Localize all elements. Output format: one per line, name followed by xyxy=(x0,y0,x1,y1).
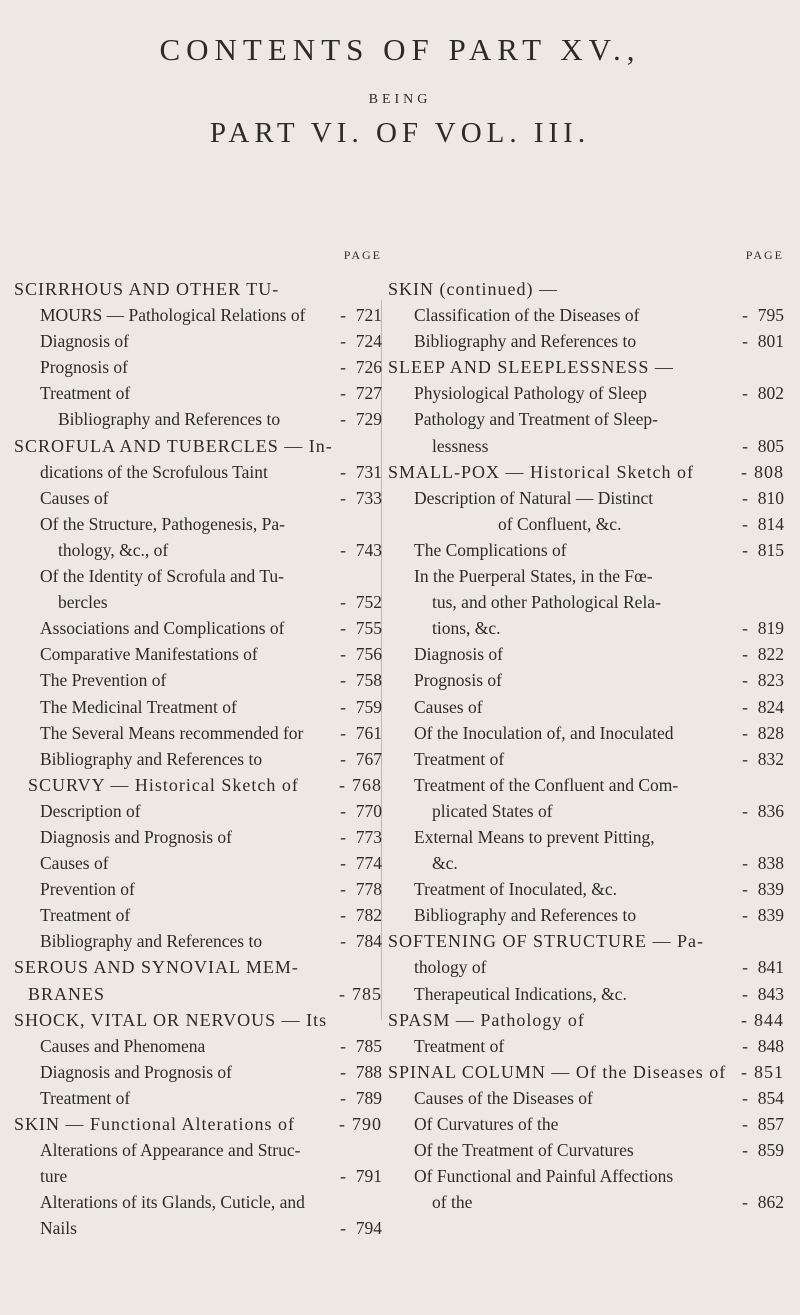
entry-title: Diagnosis of xyxy=(40,331,129,352)
toc-entry xyxy=(388,537,784,563)
left-entries xyxy=(14,276,382,1241)
toc-entry xyxy=(14,1059,382,1085)
leader-dash: - xyxy=(742,383,748,404)
page-number: 743 xyxy=(355,539,382,560)
page-number: 795 xyxy=(757,305,784,326)
leader-dash: - xyxy=(742,1140,748,1161)
leader-dash: - xyxy=(340,826,346,847)
page-number: 848 xyxy=(757,1035,784,1056)
toc-entry xyxy=(14,902,382,928)
toc-entry xyxy=(14,1033,382,1059)
leader-dash: - xyxy=(742,539,748,560)
toc-entry xyxy=(388,1059,784,1085)
page-number: 824 xyxy=(757,696,784,717)
toc-entry xyxy=(14,615,382,641)
right-column xyxy=(388,248,784,1215)
page-number: 770 xyxy=(355,800,382,821)
entry-title: Bibliography and References to xyxy=(414,331,637,352)
leader-dash: - xyxy=(742,1192,748,1213)
toc-entry xyxy=(388,485,784,511)
page-number: 721 xyxy=(355,305,382,326)
toc-entry xyxy=(388,563,784,589)
toc-entry xyxy=(388,850,784,876)
entry-title: SLEEP AND SLEEPLESSNESS — xyxy=(388,357,674,378)
toc-entry xyxy=(14,1215,382,1241)
entry-title: External Means to prevent Pitting, xyxy=(414,826,655,847)
page-number: 752 xyxy=(355,592,382,613)
toc-entry xyxy=(14,328,382,354)
leader-dash: - xyxy=(340,696,346,717)
toc-entry xyxy=(388,406,784,432)
entry-title: Treatment of xyxy=(40,905,131,926)
entry-title: of Confluent, &c. xyxy=(498,513,622,534)
entry-title: Diagnosis and Prognosis of xyxy=(40,1061,233,1082)
entry-title: Treatment of xyxy=(414,1035,505,1056)
page-number: 841 xyxy=(757,957,784,978)
entry-title: SCURVY — Historical Sketch of xyxy=(28,774,299,795)
entry-title: thology, &c., of xyxy=(58,539,169,560)
leader-dash: - xyxy=(742,513,748,534)
entry-title: Causes of xyxy=(40,853,109,874)
toc-entry xyxy=(14,563,382,589)
toc-entry xyxy=(14,589,382,615)
page-number: 788 xyxy=(355,1061,382,1082)
leader-dash: - xyxy=(742,1087,748,1108)
toc-entry xyxy=(14,1085,382,1111)
page-number: 805 xyxy=(757,435,784,456)
page-number: 851 xyxy=(754,1061,784,1082)
page-number: 859 xyxy=(757,1140,784,1161)
page-number: 839 xyxy=(757,905,784,926)
entry-title: &c. xyxy=(432,853,458,874)
entry-title: tions, &c. xyxy=(432,618,501,639)
part-title: PART VI. OF VOL. III. xyxy=(209,117,591,149)
toc-entry xyxy=(14,850,382,876)
entry-title: SOFTENING OF STRUCTURE — Pa- xyxy=(388,931,705,952)
toc-entry xyxy=(14,1111,382,1137)
entry-title: Treatment of the Confluent and Com- xyxy=(414,774,679,795)
right-entries xyxy=(388,276,784,1215)
page-number: 782 xyxy=(355,905,382,926)
leader-dash: - xyxy=(340,331,346,352)
leader-dash: - xyxy=(742,618,748,639)
leader-dash: - xyxy=(742,800,748,821)
leader-dash: - xyxy=(742,487,748,508)
page-number: 756 xyxy=(355,644,382,665)
leader-dash: - xyxy=(340,461,346,482)
entry-title: Prevention of xyxy=(40,879,135,900)
toc-entry xyxy=(388,928,784,954)
toc-entry xyxy=(14,511,382,537)
leader-dash: - xyxy=(339,774,346,795)
toc-entry xyxy=(14,1163,382,1189)
toc-entry xyxy=(14,928,382,954)
toc-entry xyxy=(388,667,784,693)
entry-title: Prognosis of xyxy=(414,670,502,691)
toc-entry xyxy=(388,589,784,615)
entry-title: Alterations of Appearance and Struc- xyxy=(40,1140,301,1161)
entry-title: tus, and other Pathological Rela- xyxy=(432,592,661,613)
toc-entry xyxy=(388,433,784,459)
entry-title: Causes of xyxy=(414,696,483,717)
page-number: 844 xyxy=(754,1009,784,1030)
entry-title: SPASM — Pathology of xyxy=(388,1009,585,1030)
entry-title: Description of xyxy=(40,800,141,821)
toc-entry xyxy=(14,746,382,772)
page-number: 785 xyxy=(352,983,382,1004)
entry-title: Classification of the Diseases of xyxy=(414,305,640,326)
leader-dash: - xyxy=(742,305,748,326)
toc-entry xyxy=(388,641,784,667)
toc-entry xyxy=(388,1007,784,1033)
toc-entry xyxy=(388,824,784,850)
entry-title: Bibliography and References to xyxy=(414,905,637,926)
entry-title: Diagnosis of xyxy=(414,644,503,665)
page-number: 836 xyxy=(757,800,784,821)
page-number: 767 xyxy=(355,748,382,769)
page-number: 778 xyxy=(355,879,382,900)
page-number: 857 xyxy=(757,1114,784,1134)
entry-title: Physiological Pathology of Sleep xyxy=(414,383,647,404)
entry-title: Bibliography and References to xyxy=(40,931,263,952)
entry-title: Treatment of xyxy=(414,748,505,769)
entry-title: SPINAL COLUMN — Of the Diseases of xyxy=(388,1061,727,1082)
toc-entry xyxy=(388,380,784,406)
leader-dash: - xyxy=(340,853,346,874)
leader-dash: - xyxy=(340,409,346,430)
toc-entry xyxy=(388,511,784,537)
page-number: 784 xyxy=(355,931,382,952)
toc-entry xyxy=(388,1085,784,1111)
leader-dash: - xyxy=(741,1061,748,1082)
entry-title: The Several Means recommended for xyxy=(40,722,304,743)
toc-entry xyxy=(14,954,382,980)
leader-dash: - xyxy=(741,1009,748,1030)
entry-title: Treatment of Inoculated, &c. xyxy=(414,879,617,900)
entry-title: dications of the Scrofulous Taint xyxy=(40,461,268,482)
entry-title: The Medicinal Treatment of xyxy=(40,696,237,717)
toc-entry xyxy=(14,667,382,693)
leader-dash: - xyxy=(340,539,346,560)
leader-dash: - xyxy=(340,1035,346,1056)
toc-entry xyxy=(14,302,382,328)
toc-entry xyxy=(14,772,382,798)
leader-dash: - xyxy=(742,644,748,665)
leader-dash: - xyxy=(340,1087,346,1108)
entry-title: Treatment of xyxy=(40,1087,131,1108)
page-number: 726 xyxy=(355,357,382,378)
entry-title: Of Functional and Painful Affections xyxy=(414,1166,674,1187)
entry-title: Treatment of xyxy=(40,383,131,404)
entry-title: SHOCK, VITAL OR NERVOUS — Its xyxy=(14,1009,328,1030)
entry-title: Description of Natural — Distinct xyxy=(414,487,654,508)
entry-title: thology of xyxy=(414,957,487,978)
toc-entry xyxy=(388,954,784,980)
entry-title: Causes of xyxy=(40,487,109,508)
leader-dash: - xyxy=(340,670,346,691)
toc-entry xyxy=(388,746,784,772)
entry-title: In the Puerperal States, in the Fœ- xyxy=(414,566,653,587)
left-column xyxy=(14,248,382,1241)
leader-dash: - xyxy=(340,357,346,378)
leader-dash: - xyxy=(742,435,748,456)
leader-dash: - xyxy=(742,670,748,691)
page-number: 810 xyxy=(757,487,784,508)
entry-title: Bibliography and References to xyxy=(40,748,263,769)
entry-title: Causes and Phenomena xyxy=(40,1035,206,1056)
contents-subtitle: BEING xyxy=(368,92,432,107)
entry-title: Prognosis of xyxy=(40,357,128,378)
toc-entry xyxy=(388,876,784,902)
toc-entry xyxy=(14,406,382,432)
entry-title: Associations and Complications of xyxy=(40,618,285,639)
toc-entry xyxy=(388,1033,784,1059)
toc-entry xyxy=(14,433,382,459)
leader-dash: - xyxy=(340,644,346,665)
entry-title: Of the Inoculation of, and Inoculated xyxy=(414,722,674,743)
toc-entry xyxy=(14,694,382,720)
page-number: 822 xyxy=(757,644,784,665)
entry-title: Of the Structure, Pathogenesis, Pa- xyxy=(40,513,285,534)
toc-entry xyxy=(14,1137,382,1163)
toc-entry xyxy=(388,1111,784,1137)
entry-title: Of Curvatures of the xyxy=(414,1114,559,1134)
toc-entry xyxy=(388,798,784,824)
entry-title: Causes of the Diseases of xyxy=(414,1087,593,1108)
page-number: 794 xyxy=(355,1218,382,1239)
entry-title: Of the Identity of Scrofula and Tu- xyxy=(40,566,284,587)
toc-entry xyxy=(14,981,382,1007)
leader-dash: - xyxy=(741,461,748,482)
page-number: 761 xyxy=(355,722,382,743)
entry-title: MOURS — Pathological Relations of xyxy=(40,305,306,326)
leader-dash: - xyxy=(742,957,748,978)
toc-entry xyxy=(14,1189,382,1215)
entry-title: Bibliography and References to xyxy=(58,409,281,430)
page-number: 724 xyxy=(355,331,382,352)
leader-dash: - xyxy=(339,1114,346,1134)
toc-entry xyxy=(388,328,784,354)
entry-title: SKIN (continued) — xyxy=(388,279,558,299)
toc-entry xyxy=(14,276,382,302)
page-number: 808 xyxy=(754,461,784,482)
leader-dash: - xyxy=(340,305,346,326)
leader-dash: - xyxy=(742,879,748,900)
toc-entry xyxy=(14,720,382,746)
leader-dash: - xyxy=(340,800,346,821)
leader-dash: - xyxy=(742,696,748,717)
page-number: 785 xyxy=(355,1035,382,1056)
leader-dash: - xyxy=(340,618,346,639)
page-number: 828 xyxy=(757,722,784,743)
toc-entry xyxy=(388,772,784,798)
page-number: 773 xyxy=(355,826,382,847)
page-number: 733 xyxy=(355,487,382,508)
entry-title: ture xyxy=(40,1166,68,1187)
toc-entry xyxy=(14,1007,382,1033)
entry-title: The Prevention of xyxy=(40,670,167,691)
leader-dash: - xyxy=(742,1035,748,1056)
leader-dash: - xyxy=(742,853,748,874)
toc-entry xyxy=(388,276,784,302)
entry-title: SCROFULA AND TUBERCLES — In- xyxy=(14,435,333,456)
entry-title: The Complications of xyxy=(414,539,567,560)
entry-title: Pathology and Treatment of Sleep- xyxy=(414,409,659,430)
page-number: 838 xyxy=(757,853,784,874)
toc-entry xyxy=(14,876,382,902)
leader-dash: - xyxy=(340,487,346,508)
page-number: 790 xyxy=(352,1114,382,1134)
entry-title: SKIN — Functional Alterations of xyxy=(14,1114,295,1134)
leader-dash: - xyxy=(742,331,748,352)
page-number: 755 xyxy=(355,618,382,639)
toc-entry xyxy=(388,459,784,485)
toc-entry xyxy=(388,1137,784,1163)
entry-title: plicated States of xyxy=(432,800,553,821)
toc-entry xyxy=(14,537,382,563)
leader-dash: - xyxy=(339,983,346,1004)
toc-entry xyxy=(14,380,382,406)
page-number: 815 xyxy=(757,539,784,560)
page-number: 802 xyxy=(757,383,784,404)
entry-title: lessness xyxy=(432,435,489,456)
entry-title: Nails xyxy=(40,1218,77,1239)
contents-title: CONTENTS OF PART XV., xyxy=(159,32,641,67)
page-number: 854 xyxy=(757,1087,784,1108)
page-number: 789 xyxy=(355,1087,382,1108)
toc-entry xyxy=(14,485,382,511)
page-number: 759 xyxy=(355,696,382,717)
entry-title: SCIRRHOUS AND OTHER TU- xyxy=(14,279,280,299)
entry-title: Of the Treatment of Curvatures xyxy=(414,1140,634,1161)
leader-dash: - xyxy=(340,931,346,952)
toc-entry xyxy=(388,981,784,1007)
leader-dash: - xyxy=(340,592,346,613)
page-column-header: PAGE xyxy=(745,248,784,262)
entry-title: Diagnosis and Prognosis of xyxy=(40,826,233,847)
page-number: 814 xyxy=(757,513,784,534)
leader-dash: - xyxy=(742,1114,748,1134)
toc-entry xyxy=(14,354,382,380)
toc-entry xyxy=(388,354,784,380)
entry-title: SEROUS AND SYNOVIAL MEM- xyxy=(14,957,299,978)
toc-entry xyxy=(14,459,382,485)
page-number: 758 xyxy=(355,670,382,691)
leader-dash: - xyxy=(742,983,748,1004)
page-column-header: PAGE xyxy=(343,248,382,262)
toc-entry xyxy=(388,615,784,641)
leader-dash: - xyxy=(340,905,346,926)
page-number: 839 xyxy=(757,879,784,900)
page-number: 791 xyxy=(355,1166,382,1187)
leader-dash: - xyxy=(340,722,346,743)
page-number: 774 xyxy=(355,853,382,874)
leader-dash: - xyxy=(340,1166,346,1187)
toc-entry xyxy=(14,798,382,824)
entry-title: bercles xyxy=(58,592,108,613)
page-number: 727 xyxy=(355,383,382,404)
leader-dash: - xyxy=(742,722,748,743)
leader-dash: - xyxy=(340,383,346,404)
toc-entry xyxy=(14,641,382,667)
toc-entry xyxy=(388,302,784,328)
entry-title: Therapeutical Indications, &c. xyxy=(414,983,627,1004)
toc-entry xyxy=(388,902,784,928)
page-number: 801 xyxy=(757,331,784,352)
entry-title: Alterations of its Glands, Cuticle, and xyxy=(40,1192,305,1213)
toc-entry xyxy=(388,1189,784,1215)
entry-title: of the xyxy=(432,1192,473,1213)
leader-dash: - xyxy=(742,748,748,769)
page-number: 862 xyxy=(757,1192,784,1213)
leader-dash: - xyxy=(742,905,748,926)
entry-title: SMALL-POX — Historical Sketch of xyxy=(388,461,694,482)
page-number: 832 xyxy=(757,748,784,769)
page-number: 823 xyxy=(757,670,784,691)
page-number: 768 xyxy=(352,774,382,795)
leader-dash: - xyxy=(340,1218,346,1239)
leader-dash: - xyxy=(340,748,346,769)
page-number: 729 xyxy=(355,409,382,430)
page-number: 819 xyxy=(757,618,784,639)
page-number: 731 xyxy=(355,461,382,482)
entry-title: BRANES xyxy=(28,983,106,1004)
entry-title: Comparative Manifestations of xyxy=(40,644,258,665)
toc-entry xyxy=(388,694,784,720)
leader-dash: - xyxy=(340,1061,346,1082)
toc-entry xyxy=(14,824,382,850)
page-number: 843 xyxy=(757,983,784,1004)
toc-entry xyxy=(388,1163,784,1189)
leader-dash: - xyxy=(340,879,346,900)
toc-entry xyxy=(388,720,784,746)
